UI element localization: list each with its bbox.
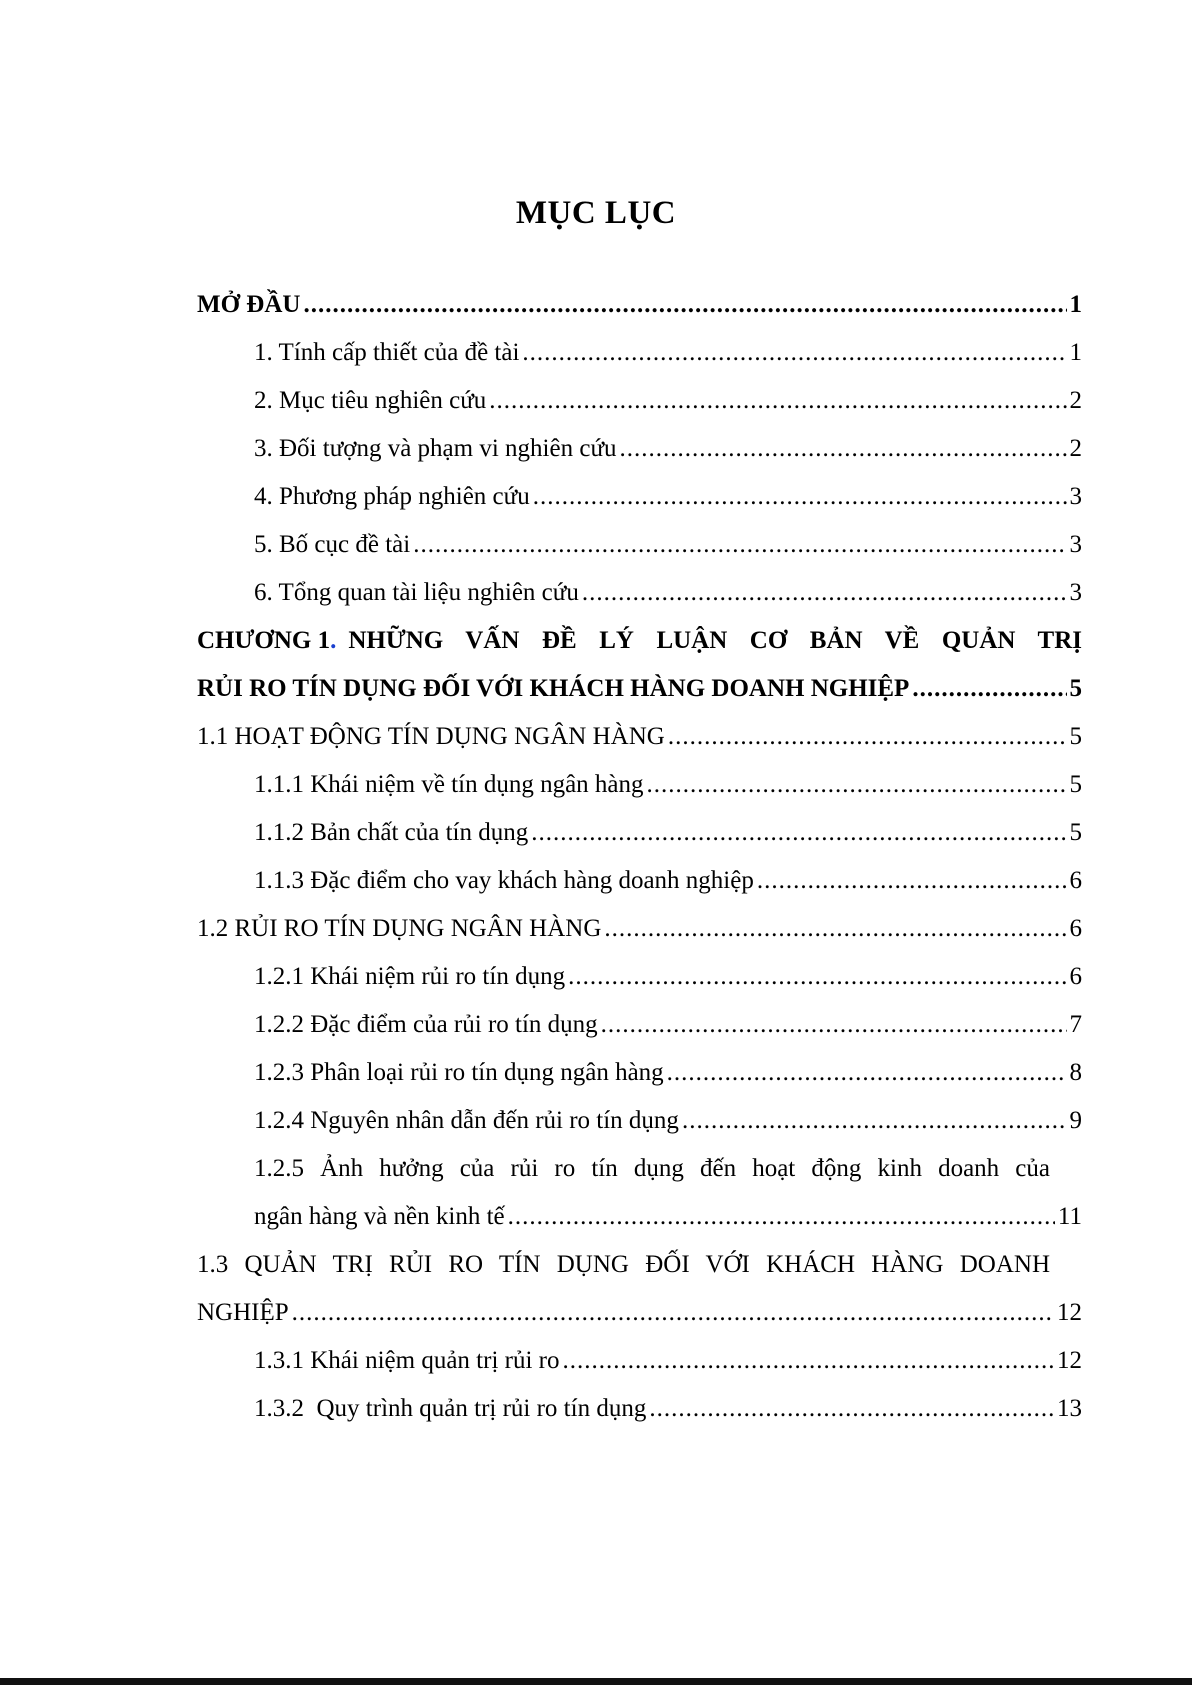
toc-page-number: 2 — [1069, 435, 1082, 462]
toc-entry[interactable] — [197, 1011, 1082, 1059]
toc-leader-dots — [522, 339, 1066, 367]
toc-entry-title: 1.3.1 Khái niệm quản trị rủi ro — [254, 1347, 560, 1374]
toc-entry-title: 4. Phương pháp nghiên cứu — [254, 483, 530, 510]
toc-entry-title: MỞ ĐẦU — [197, 291, 301, 318]
toc-entry-title: 1.1.3 Đặc điểm cho vay khách hàng doanh nghiệp — [254, 867, 754, 894]
toc-entry[interactable] — [197, 723, 1082, 771]
toc-page-number: 12 — [1057, 1347, 1082, 1374]
toc-entry-title: 1.1.2 Bản chất của tín dụng — [254, 819, 529, 846]
toc-leader-dots — [912, 675, 1066, 703]
toc-leader-dots — [647, 771, 1067, 799]
toc-leader-dots — [413, 531, 1066, 559]
toc-leader-dots — [668, 723, 1067, 751]
page-title: MỤC LỤC — [515, 195, 677, 231]
toc-entry[interactable] — [197, 771, 1082, 819]
toc-entry-mo-dau[interactable] — [197, 291, 1082, 339]
page-bottom-edge — [0, 1678, 1192, 1685]
toc-page-number: 3 — [1069, 579, 1082, 606]
toc-entry-title: 1.2.4 Nguyên nhân dẫn đến rủi ro tín dụng — [254, 1107, 679, 1134]
toc-entry[interactable] — [197, 579, 1082, 627]
toc-entry[interactable] — [197, 435, 1082, 483]
toc-entry-title: ngân hàng và nền kinh tế — [254, 1203, 505, 1230]
toc-leader-dots — [601, 1011, 1067, 1039]
toc-entry[interactable] — [197, 819, 1082, 867]
toc-entry-title: 6. Tổng quan tài liệu nghiên cứu — [254, 579, 579, 606]
toc-entry-title: 1. Tính cấp thiết của đề tài — [254, 339, 520, 366]
toc-entry-title: 1.2.1 Khái niệm rủi ro tín dụng — [254, 963, 566, 990]
toc-page-number: 5 — [1069, 723, 1082, 750]
toc-entry-title: 3. Đối tượng và phạm vi nghiên cứu — [254, 435, 617, 462]
toc-entry[interactable] — [197, 1347, 1082, 1395]
toc-leader-dots — [604, 915, 1066, 943]
toc-page-number: 6 — [1069, 915, 1082, 942]
toc-page-number: 1 — [1069, 339, 1082, 366]
toc-page-number: 12 — [1057, 1299, 1082, 1326]
toc-page-number: 2 — [1069, 387, 1082, 414]
toc-entry-chapter-1-line-1[interactable] — [197, 627, 1082, 675]
toc-leader-dots — [649, 1395, 1054, 1423]
toc-entry-title-part: NHỮNG VẤN ĐỀ LÝ LUẬN CƠ BẢN VỀ QUẢN TRỊ — [348, 627, 1082, 654]
toc-entry-title: 1.1 HOẠT ĐỘNG TÍN DỤNG NGÂN HÀNG — [197, 723, 665, 750]
toc-entry[interactable] — [197, 1395, 1082, 1443]
toc-entry-title: 1.3.2 Quy trình quản trị rủi ro tín dụng — [254, 1395, 647, 1422]
toc-entry[interactable] — [197, 867, 1082, 915]
toc-leader-dots — [582, 579, 1067, 607]
toc-entry[interactable] — [197, 531, 1082, 579]
toc-entry-1-3-line-2[interactable] — [197, 1299, 1082, 1347]
toc-page-number: 5 — [1069, 771, 1082, 798]
toc-entry-title: 1.2.5 Ảnh hưởng của rủi ro tín dụng đến hoạt động kinh doanh của — [254, 1155, 1050, 1182]
toc-entry-title: RỦI RO TÍN DỤNG ĐỐI VỚI KHÁCH HÀNG DOANH NGHIỆP — [197, 675, 910, 702]
toc-leader-dots — [303, 291, 1066, 319]
toc-leader-dots — [757, 867, 1067, 895]
toc-entry-title: 1.3 QUẢN TRỊ RỦI RO TÍN DỤNG ĐỐI VỚI KHÁCH HÀNG DOANH — [197, 1251, 1050, 1278]
toc-entry[interactable] — [197, 963, 1082, 1011]
toc-entry[interactable] — [197, 483, 1082, 531]
toc-leader-dots — [667, 1059, 1067, 1087]
toc-entry[interactable] — [197, 387, 1082, 435]
toc-entry-title: 1.2.3 Phân loại rủi ro tín dụng ngân hàng — [254, 1059, 664, 1086]
toc-page-number: 8 — [1069, 1059, 1082, 1086]
toc-entry-title-part — [197, 627, 336, 655]
toc-entry-title: 1.1.1 Khái niệm về tín dụng ngân hàng — [254, 771, 644, 798]
toc-page-number: 5 — [1069, 675, 1082, 702]
toc-leader-dots — [531, 819, 1066, 847]
toc-page-number: 5 — [1069, 819, 1082, 846]
toc-entry-1-2-5-line-1[interactable] — [197, 1155, 1082, 1203]
toc-entry-title: 2. Mục tiêu nghiên cứu — [254, 387, 487, 414]
toc-leader-dots — [682, 1107, 1067, 1135]
toc-leader-dots — [563, 1347, 1055, 1375]
toc-entry-title: 1.2.2 Đặc điểm của rủi ro tín dụng — [254, 1011, 598, 1038]
toc-entry[interactable] — [197, 915, 1082, 963]
toc-entry-title: 5. Bố cục đề tài — [254, 531, 411, 558]
toc-entry[interactable] — [197, 1059, 1082, 1107]
chapter-label: CHƯƠNG 1 — [197, 627, 331, 654]
toc-page-number: 7 — [1069, 1011, 1082, 1038]
toc-page-number: 9 — [1069, 1107, 1082, 1134]
toc-leader-dots — [620, 435, 1067, 463]
toc-leader-dots — [568, 963, 1066, 991]
toc-leader-dots — [489, 387, 1066, 415]
toc-leader-dots — [508, 1203, 1055, 1231]
toc-leader-dots — [292, 1299, 1054, 1327]
toc-entry[interactable] — [197, 1107, 1082, 1155]
toc-entry-1-3-line-1[interactable] — [197, 1251, 1082, 1299]
toc-entry-title: NGHIỆP — [197, 1299, 289, 1326]
toc-page-number: 6 — [1069, 867, 1082, 894]
table-of-contents — [197, 291, 1082, 1443]
toc-entry-title: 1.2 RỦI RO TÍN DỤNG NGÂN HÀNG — [197, 915, 602, 942]
chapter-dot: . — [330, 627, 337, 654]
toc-page-number: 3 — [1069, 531, 1082, 558]
toc-page-number: 3 — [1069, 483, 1082, 510]
toc-entry-1-2-5-line-2[interactable] — [197, 1203, 1082, 1251]
toc-page-number: 6 — [1069, 963, 1082, 990]
toc-page-number: 13 — [1057, 1395, 1082, 1422]
toc-leader-dots — [533, 483, 1067, 511]
toc-entry[interactable] — [197, 339, 1082, 387]
toc-entry-chapter-1-line-2[interactable] — [197, 675, 1082, 723]
toc-page-number: 1 — [1069, 291, 1082, 318]
toc-page-number: 11 — [1057, 1203, 1082, 1230]
